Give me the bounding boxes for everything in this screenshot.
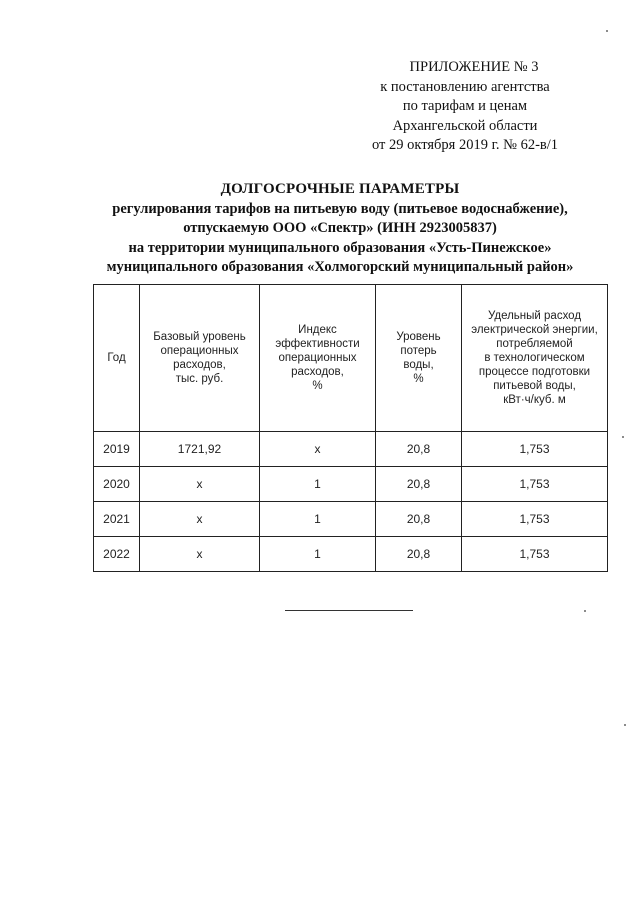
cell-energy-consumption: 1,753 xyxy=(462,432,608,467)
appendix-line: к постановлению агентства xyxy=(380,78,550,95)
cell-energy-consumption: 1,753 xyxy=(462,467,608,502)
heading-line: отпускаемую ООО «Спектр» (ИНН 2923005837) xyxy=(183,220,497,236)
cell-base-costs: x xyxy=(140,502,260,537)
cell-water-losses: 20,8 xyxy=(376,537,462,572)
cell-year: 2021 xyxy=(94,502,140,537)
table-row xyxy=(94,432,608,467)
cell-efficiency-index: 1 xyxy=(260,502,376,537)
cell-water-losses: 20,8 xyxy=(376,502,462,537)
cell-year: 2022 xyxy=(94,537,140,572)
table-row xyxy=(94,467,608,502)
cell-energy-consumption: 1,753 xyxy=(462,502,608,537)
appendix-block xyxy=(360,58,570,156)
table-header-row xyxy=(94,285,608,432)
appendix-line: по тарифам и ценам xyxy=(402,98,528,114)
appendix-line: Архангельской области xyxy=(392,117,538,134)
scan-speck xyxy=(584,610,586,612)
cell-year: 2019 xyxy=(94,432,140,467)
table-row xyxy=(94,502,608,537)
header-cell-efficiency-index: Индекс эффективности операционных расходов, % xyxy=(260,285,376,432)
cell-energy-consumption: 1,753 xyxy=(462,537,608,572)
cell-base-costs: x xyxy=(140,467,260,502)
scan-speck xyxy=(622,436,624,438)
table-row xyxy=(94,537,608,572)
appendix-line: от 29 октября 2019 г. № 62-в/1 xyxy=(371,137,559,153)
header-cell-year: Год xyxy=(94,285,140,432)
scan-speck xyxy=(624,724,626,726)
cell-year: 2020 xyxy=(94,467,140,502)
cell-water-losses: 20,8 xyxy=(376,432,462,467)
cell-efficiency-index: 1 xyxy=(260,467,376,502)
header-cell-water-losses: Уровень потерь воды, % xyxy=(376,285,462,432)
header-cell-base-costs: Базовый уровень операционных расходов, тыс. руб. xyxy=(140,285,260,432)
signature-line xyxy=(285,610,413,611)
cell-efficiency-index: x xyxy=(260,432,376,467)
cell-efficiency-index: 1 xyxy=(260,537,376,572)
appendix-title: ПРИЛОЖЕНИЕ № 3 xyxy=(409,59,539,75)
heading-line: на территории муниципального образования «Усть-Пинежское» xyxy=(128,239,552,256)
cell-base-costs: x xyxy=(140,537,260,572)
cell-base-costs: 1721,92 xyxy=(140,432,260,467)
heading-line: муниципального образования «Холмогорский муниципальный район» xyxy=(106,259,574,275)
cell-water-losses: 20,8 xyxy=(376,467,462,502)
document-title: ДОЛГОСРОЧНЫЕ ПАРАМЕТРЫ xyxy=(220,181,460,197)
parameters-table xyxy=(93,284,608,572)
header-cell-energy-consumption: Удельный расход электрической энергии, потребляемой в технологическом процессе подготовки питьевой воды, кВт·ч/куб. м xyxy=(462,285,608,432)
scan-speck xyxy=(606,30,608,32)
document-heading xyxy=(0,180,640,278)
heading-line: регулирования тарифов на питьевую воду (питьевое водоснабжение), xyxy=(112,200,568,217)
